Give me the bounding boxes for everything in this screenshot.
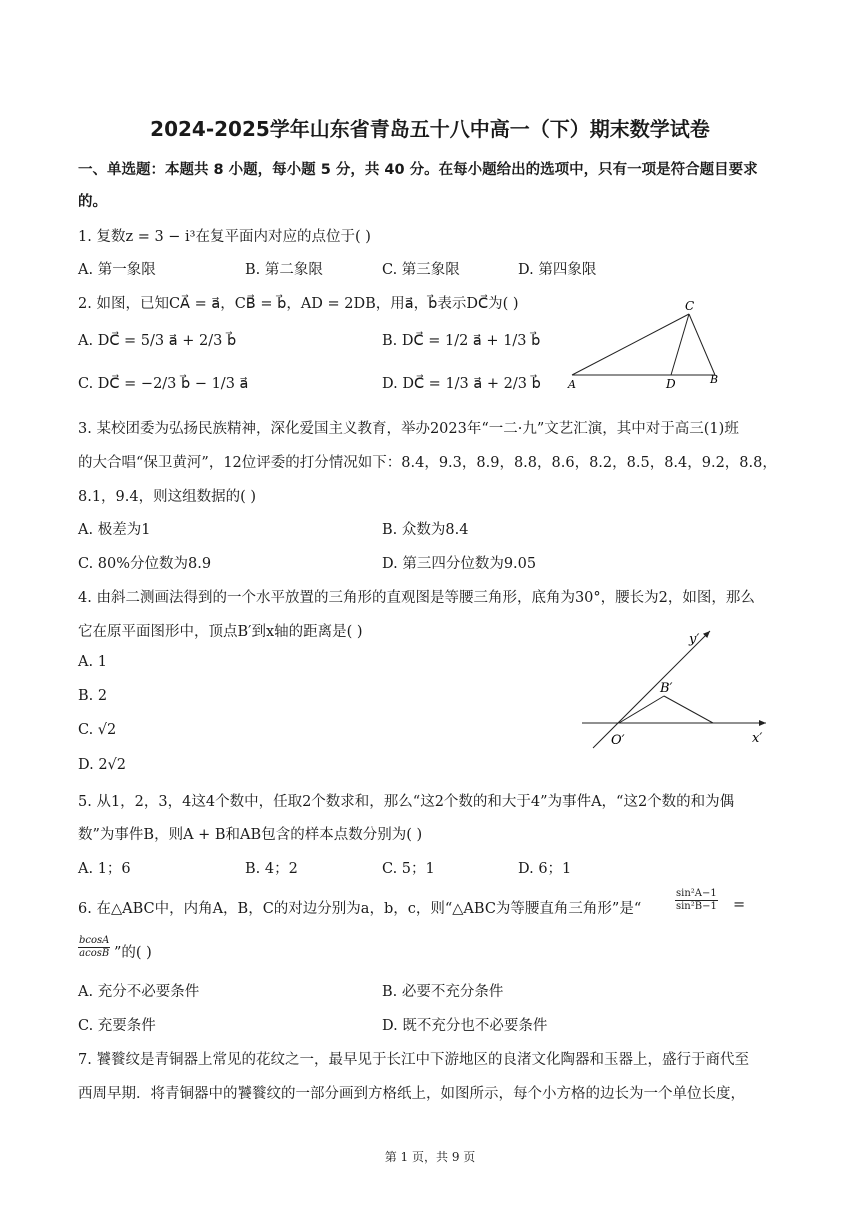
q3-option-d: D. 第三四分位数为9.05 (382, 556, 537, 572)
q6-equals: = (733, 897, 746, 913)
label-c: C (685, 299, 695, 313)
q2-option-a: A. DC⃗ = 5/3 a⃗ + 2/3 b⃗ (78, 333, 237, 349)
q6-frac2-numerator: bcosA (79, 935, 110, 946)
q1-option-d: D. 第四象限 (518, 262, 597, 278)
q1-option-b: B. 第二象限 (245, 262, 323, 278)
q4-option-b: B. 2 (78, 688, 108, 704)
q5-option-c: C. 5；1 (382, 861, 435, 877)
page-footer: 第 1 页，共 9 页 (384, 1150, 476, 1164)
triangle-figure (560, 296, 730, 391)
q5-option-b: B. 4；2 (245, 861, 298, 877)
q6-frac2-denominator: acosB (79, 948, 110, 959)
q3-line3: 8.1，9.4，则这组数据的( ) (78, 489, 257, 505)
q6-fraction-2 (78, 935, 110, 960)
q3-line2: 的大合唱“保卫黄河”，12位评委的打分情况如下：8.4，9.3，8.9，8.8，8.6，8.2，8.5，8.4，9.2，8.8， (78, 455, 777, 471)
q4-option-a: A. 1 (78, 654, 107, 670)
q4-option-c: C. √2 (78, 722, 117, 738)
label-d: D (666, 377, 676, 391)
q6-option-d: D. 既不充分也不必要条件 (382, 1018, 548, 1034)
q4-line1: 4. 由斜二测画法得到的一个水平放置的三角形的直观图是等腰三角形，底角为30°，腰长为2，如图，那么 (78, 590, 755, 606)
q2-option-b: B. DC⃗ = 1/2 a⃗ + 1/3 b⃗ (382, 333, 541, 349)
q5-line2: 数”为事件B，则A + B和AB包含的样本点数分别为( ) (78, 827, 423, 843)
q6-frac1-numerator: sin²A−1 (676, 888, 717, 899)
q2-stem: 2. 如图，已知CA⃗ = a⃗，CB⃗ = b⃗，AD = 2DB，用a⃗，b⃗表示DC⃗为( ) (78, 296, 519, 312)
q3-option-c: C. 80%分位数为8.9 (78, 556, 212, 572)
q2-option-d: D. DC⃗ = 1/3 a⃗ + 2/3 b⃗ (382, 376, 541, 392)
q5-line1: 5. 从1，2，3，4这4个数中，任取2个数求和，那么“这2个数的和大于4”为事件A，“这2个数的和为偶 (78, 794, 735, 810)
q7-line2: 西周早期．将青铜器中的饕餮纹的一部分画到方格纸上，如图所示，每个小方格的边长为一个单位长度， (78, 1086, 745, 1102)
q1-option-a: A. 第一象限 (78, 262, 156, 278)
q6-frac1-denominator: sin²B−1 (675, 901, 717, 912)
q6-option-c: C. 充要条件 (78, 1018, 156, 1034)
q4-option-d: D. 2√2 (78, 757, 127, 773)
q3-option-a: A. 极差为1 (78, 522, 151, 538)
label-b: B (710, 373, 719, 386)
q4-line2: 它在原平面图形中，顶点B′到x轴的距离是( ) (78, 624, 363, 640)
oblique-axes-figure (576, 622, 776, 752)
q6-fraction-1 (675, 888, 718, 913)
label-a: A (568, 378, 576, 391)
q3-option-b: B. 众数为8.4 (382, 522, 469, 538)
label-o-prime: O′ (611, 733, 625, 748)
label-x-prime: x′ (752, 731, 763, 746)
q7-line1: 7. 饕餮纹是青铜器上常见的花纹之一，最早见于长江中下游地区的良渚文化陶器和玉器上，盛行于商代至 (78, 1052, 749, 1068)
label-y-prime: y′ (689, 632, 700, 647)
q6-option-b: B. 必要不充分条件 (382, 984, 504, 1000)
q5-option-a: A. 1；6 (78, 861, 131, 877)
q2-option-c: C. DC⃗ = −2/3 b⃗ − 1/3 a⃗ (78, 376, 249, 392)
q6-option-a: A. 充分不必要条件 (78, 984, 200, 1000)
section-heading: 一、单选题：本题共 8 小题，每小题 5 分，共 40 分。在每小题给出的选项中，只有一项是符合题目要求 (78, 162, 758, 178)
page-title: 2024-2025学年山东省青岛五十八中高一（下）期末数学试卷 (150, 117, 710, 141)
label-b-prime: B′ (660, 681, 673, 696)
q6-line1: 6. 在△ABC中，内角A，B，C的对边分别为a，b，c，则“△ABC为等腰直角三角形”是“ (78, 901, 642, 917)
q1-option-c: C. 第三象限 (382, 262, 460, 278)
q1-stem: 1. 复数z = 3 − i³在复平面内对应的点位于( ) (78, 229, 371, 245)
q5-option-d: D. 6；1 (518, 861, 572, 877)
q3-line1: 3. 某校团委为弘扬民族精神，深化爱国主义教育，举办2023年“一二·九”文艺汇演，其中对于高三(1)班 (78, 421, 739, 437)
q6-line2-tail: ”的( ) (114, 945, 152, 961)
section-heading-cont: 的。 (78, 194, 107, 210)
